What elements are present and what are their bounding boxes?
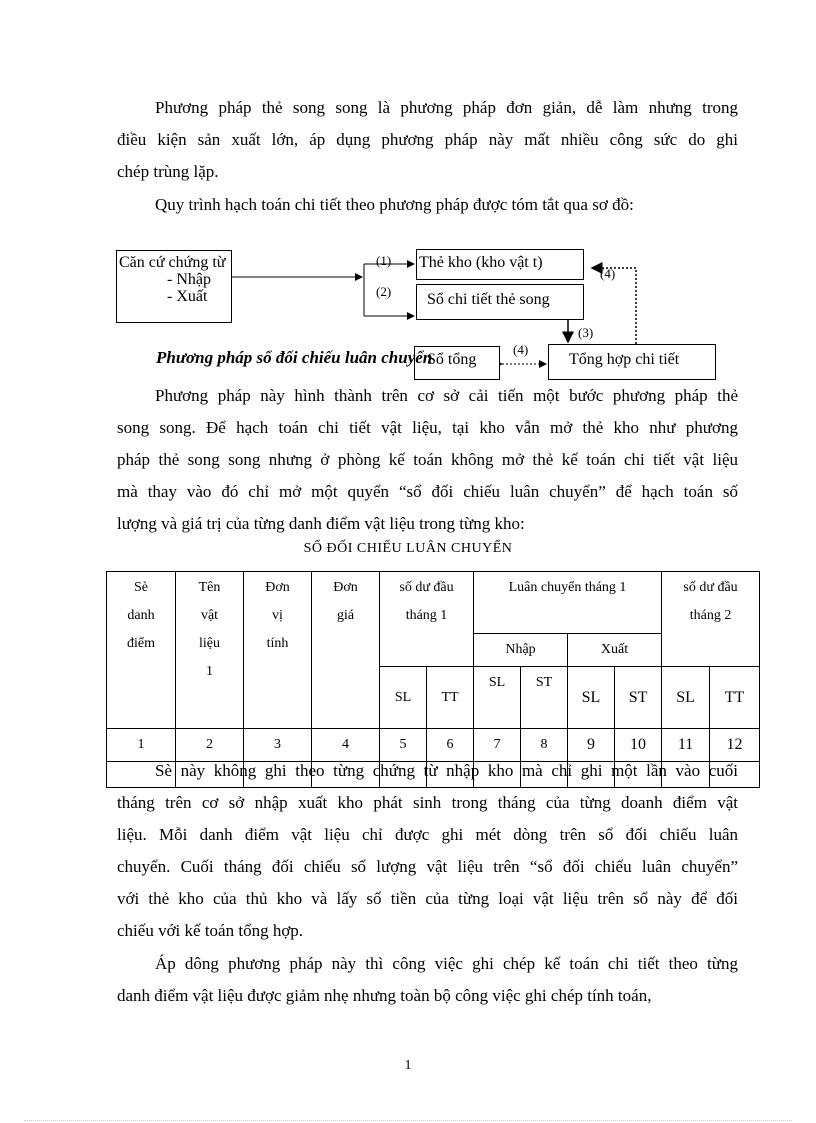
- warehouse-card-box: Thẻ kho (kho vật t): [416, 249, 584, 280]
- text-line: danh điểm vật liệu được giảm nhẹ nhưng toàn bộ công việc ghi chép tính toán,: [117, 986, 652, 1005]
- number-cell: 2: [176, 729, 244, 762]
- step-label-3: (3): [578, 325, 594, 340]
- number-cell: 8: [521, 729, 568, 762]
- table-title: SỔ ĐỐI CHIẾU LUÂN CHUYỂN: [303, 541, 513, 556]
- header-opening-balance-m2: số dư đầu tháng 2: [662, 572, 760, 667]
- header-unit-price: Đơn giá: [312, 572, 380, 729]
- text-line: mà thay vào đó chỉ mở một quyển “sổ đối chiếu luân chuyển” để hạch toán số: [117, 482, 738, 501]
- source-documents-box: [116, 250, 232, 323]
- diagram-arrows: [0, 0, 816, 400]
- text-line: pháp thẻ song song nhưng ở phòng kế toán không mở thẻ kế toán chi tiết vật liệu: [117, 450, 738, 469]
- text-line: Phương pháp thẻ song song là phương pháp đơn giản, dễ làm nhưng trong: [155, 98, 738, 117]
- header-export: Xuất: [568, 634, 662, 667]
- detail-summary-box: Tổng hợp chi tiết: [548, 344, 716, 380]
- header-unit: Đơn vị tính: [244, 572, 312, 729]
- subheader-cell: SL: [568, 667, 615, 729]
- header-circulation-m1: Luân chuyển tháng 1: [474, 572, 662, 634]
- header-opening-balance-m1: số dư đầu tháng 1: [380, 572, 474, 667]
- subheader-cell: SL: [380, 667, 427, 729]
- text-line: tháng trên cơ sở nhập xuất kho phát sinh trong tháng của từng doanh điểm vật: [117, 793, 738, 812]
- text-line: Sè này không ghi theo từng chứng từ nhập kho mà chỉ ghi một lần vào cuối: [155, 761, 738, 780]
- subheader-cell: ST: [615, 667, 662, 729]
- subheader-cell: TT: [710, 667, 760, 729]
- subheader-cell: ST: [521, 667, 568, 729]
- step-label-2: (2): [376, 284, 392, 299]
- subheader-cell: SL: [474, 667, 521, 729]
- header-material-name: Tên vật liệu 1: [176, 572, 244, 729]
- text-line: chuyển. Cuối tháng đối chiếu số lượng vật liệu trên “sổ đối chiếu luân chuyển”: [117, 857, 738, 876]
- source-title: Căn cứ chứng từ: [119, 254, 226, 271]
- page-number: 1: [404, 1058, 412, 1073]
- text-line: Áp dông phương pháp này thì công việc ghi chép kế toán chi tiết theo từng: [155, 954, 738, 973]
- header-import: Nhập: [474, 634, 568, 667]
- text-line: lượng và giá trị của từng danh điểm vật liệu trong từng kho:: [117, 514, 525, 533]
- page-bottom-divider: [24, 1120, 792, 1121]
- number-cell: 6: [427, 729, 474, 762]
- source-item-export: - Xuất: [167, 288, 208, 305]
- summary-book-box: Sổ tổng: [414, 346, 500, 380]
- number-cell: 5: [380, 729, 427, 762]
- number-cell: 4: [312, 729, 380, 762]
- number-cell: 3: [244, 729, 312, 762]
- text-line: chép trùng lặp.: [117, 162, 219, 181]
- step-label-4-bidirectional: (4): [513, 342, 529, 357]
- text-line: Quy trình hạch toán chi tiết theo phương pháp được tóm tắt qua sơ đồ:: [155, 195, 634, 214]
- number-cell: 7: [474, 729, 521, 762]
- section-heading: Phương pháp sổ đối chiếu luân chuyển: [156, 348, 433, 367]
- text-line: chiếu với kế toán tổng hợp.: [117, 921, 304, 940]
- number-cell: 12: [710, 729, 760, 762]
- number-cell: 9: [568, 729, 615, 762]
- source-item-import: - Nhập: [167, 271, 211, 288]
- step-label-1: (1): [376, 253, 392, 268]
- paragraph-ledger-notes: [117, 755, 738, 947]
- number-cell: 1: [107, 729, 176, 762]
- number-cell: 11: [662, 729, 710, 762]
- text-line: điều kiện sản xuất lớn, áp dụng phương pháp này mất nhiều công sức do ghi: [117, 130, 738, 149]
- number-cell: 10: [615, 729, 662, 762]
- subheader-cell: TT: [427, 667, 474, 729]
- paragraph-method: [117, 380, 738, 540]
- flow-diagram: [0, 0, 816, 400]
- text-line: song song. Để hạch toán chi tiết vật liệu, tại kho vẫn mở thẻ kho như phương: [117, 418, 738, 437]
- text-line: Phương pháp này hình thành trên cơ sở cải tiến một bước phương pháp thẻ: [155, 386, 738, 405]
- detail-book-box: Sổ chi tiết thẻ song: [416, 284, 584, 320]
- text-line: liệu. Mỗi danh điểm vật liệu chỉ được ghi mét dòng trên sổ đối chiếu luân: [117, 825, 738, 844]
- subheader-cell: SL: [662, 667, 710, 729]
- paragraph-application: [117, 948, 738, 1012]
- table-header-row: [107, 572, 760, 634]
- header-item-code: Sè danh điểm: [107, 572, 176, 729]
- text-line: với thẻ kho của thủ kho và lấy số tiền của từng loại vật liệu trên sổ này để đối: [117, 889, 738, 908]
- step-label-4-loop: (4): [600, 266, 616, 281]
